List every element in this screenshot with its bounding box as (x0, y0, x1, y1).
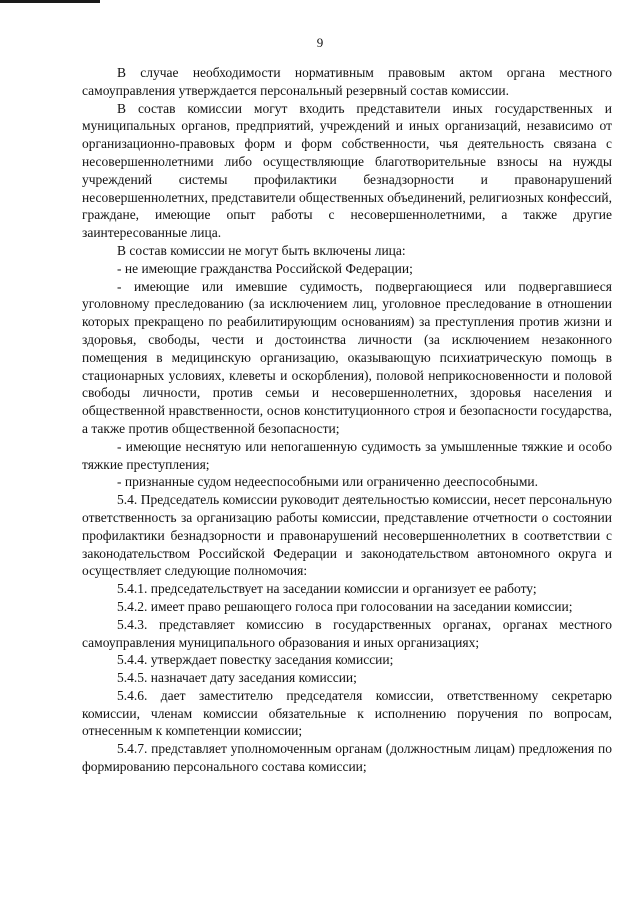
scan-corner-mark (0, 0, 100, 3)
paragraph-5-4-7: 5.4.7. представляет уполномоченным органам (должностным лицам) предложения по формированию персонального состава комиссии; (82, 741, 612, 775)
paragraph-commission-members: В состав комиссии могут входить представители иных государственных и муниципальных органов, предприятий, учреждений и иных организаций, независимо от организационно-правовых форм и форм собственности, чья деятельность связана с несовершеннолетними либо осуществляющие благотворительные взносы на нужды учреждений системы профилактики безнадзорности и правонарушений несовершеннолетних, представители общественных объединений, религиозных конфессий, граждане, имеющие опыт работы с несовершеннолетними, а также другие заинтересованные лица. (82, 100, 612, 241)
page-number: 9 (316, 35, 324, 50)
paragraph-5-4-2: 5.4.2. имеет право решающего голоса при голосовании на заседании комиссии; (117, 598, 573, 614)
paragraph-5-4-chairman: 5.4. Председатель комиссии руководит деятельностью комиссии, несет персональную ответственность за организацию работы комиссии, представление отчетности о состоянии профилактики безнадзорности и правонарушений несовершеннолетних в соответствии с законодательством Российской Федерации и законодательством автономного округа и осуществляет следующие полномочия: (82, 492, 612, 579)
paragraph-5-4-4: 5.4.4. утверждает повестку заседания комиссии; (117, 652, 394, 668)
list-item-criminal-record: - имеющие или имевшие судимость, подвергающиеся или подвергавшиеся уголовному преследованию (за исключением лиц, уголовное преследование в отношении которых прекращено по реабилитирующим основаниям) за преступления против жизни и здоровья, свободы, чести и достоинства личности (за исключением незаконного помещения в медицинскую организацию, оказывающую психиатрическую помощь в стационарных условиях, клеветы и оскорбления), половой неприкосновенности и половой свободы личности, против семьи и несовершеннолетних, здоровья населения и общественной нравственности, основ конституционного строя и безопасности государства, а также против общественной безопасности; (82, 278, 612, 436)
paragraph-exclusions-intro: В состав комиссии не могут быть включены лица: (117, 242, 406, 258)
paragraph-5-4-6: 5.4.6. дает заместителю председателя комиссии, ответственному секретарю комиссии, членам комиссии обязательные к исполнению поручения по вопросам, отнесенным к компетенции комиссии; (82, 687, 612, 739)
paragraph-reserve-composition: В случае необходимости нормативным правовым актом органа местного самоуправления утверждается персональный резервный состав комиссии. (82, 65, 612, 98)
paragraph-5-4-5: 5.4.5. назначает дату заседания комиссии; (117, 670, 357, 686)
list-item-unexpunged-record: - имеющие неснятую или непогашенную судимость за умышленные тяжкие и особо тяжкие преступления; (82, 438, 612, 472)
paragraph-5-4-3: 5.4.3. представляет комиссию в государственных органах, органах местного самоуправления муниципального образования и иных организациях; (82, 616, 612, 650)
paragraph-5-4-1: 5.4.1. председательствует на заседании комиссии и организует ее работу; (117, 581, 537, 597)
list-item-incapacitated: - признанные судом недееспособными или ограниченно дееспособными. (117, 474, 539, 490)
list-item-no-citizenship: - не имеющие гражданства Российской Федерации; (117, 260, 413, 276)
document-body (82, 64, 612, 776)
